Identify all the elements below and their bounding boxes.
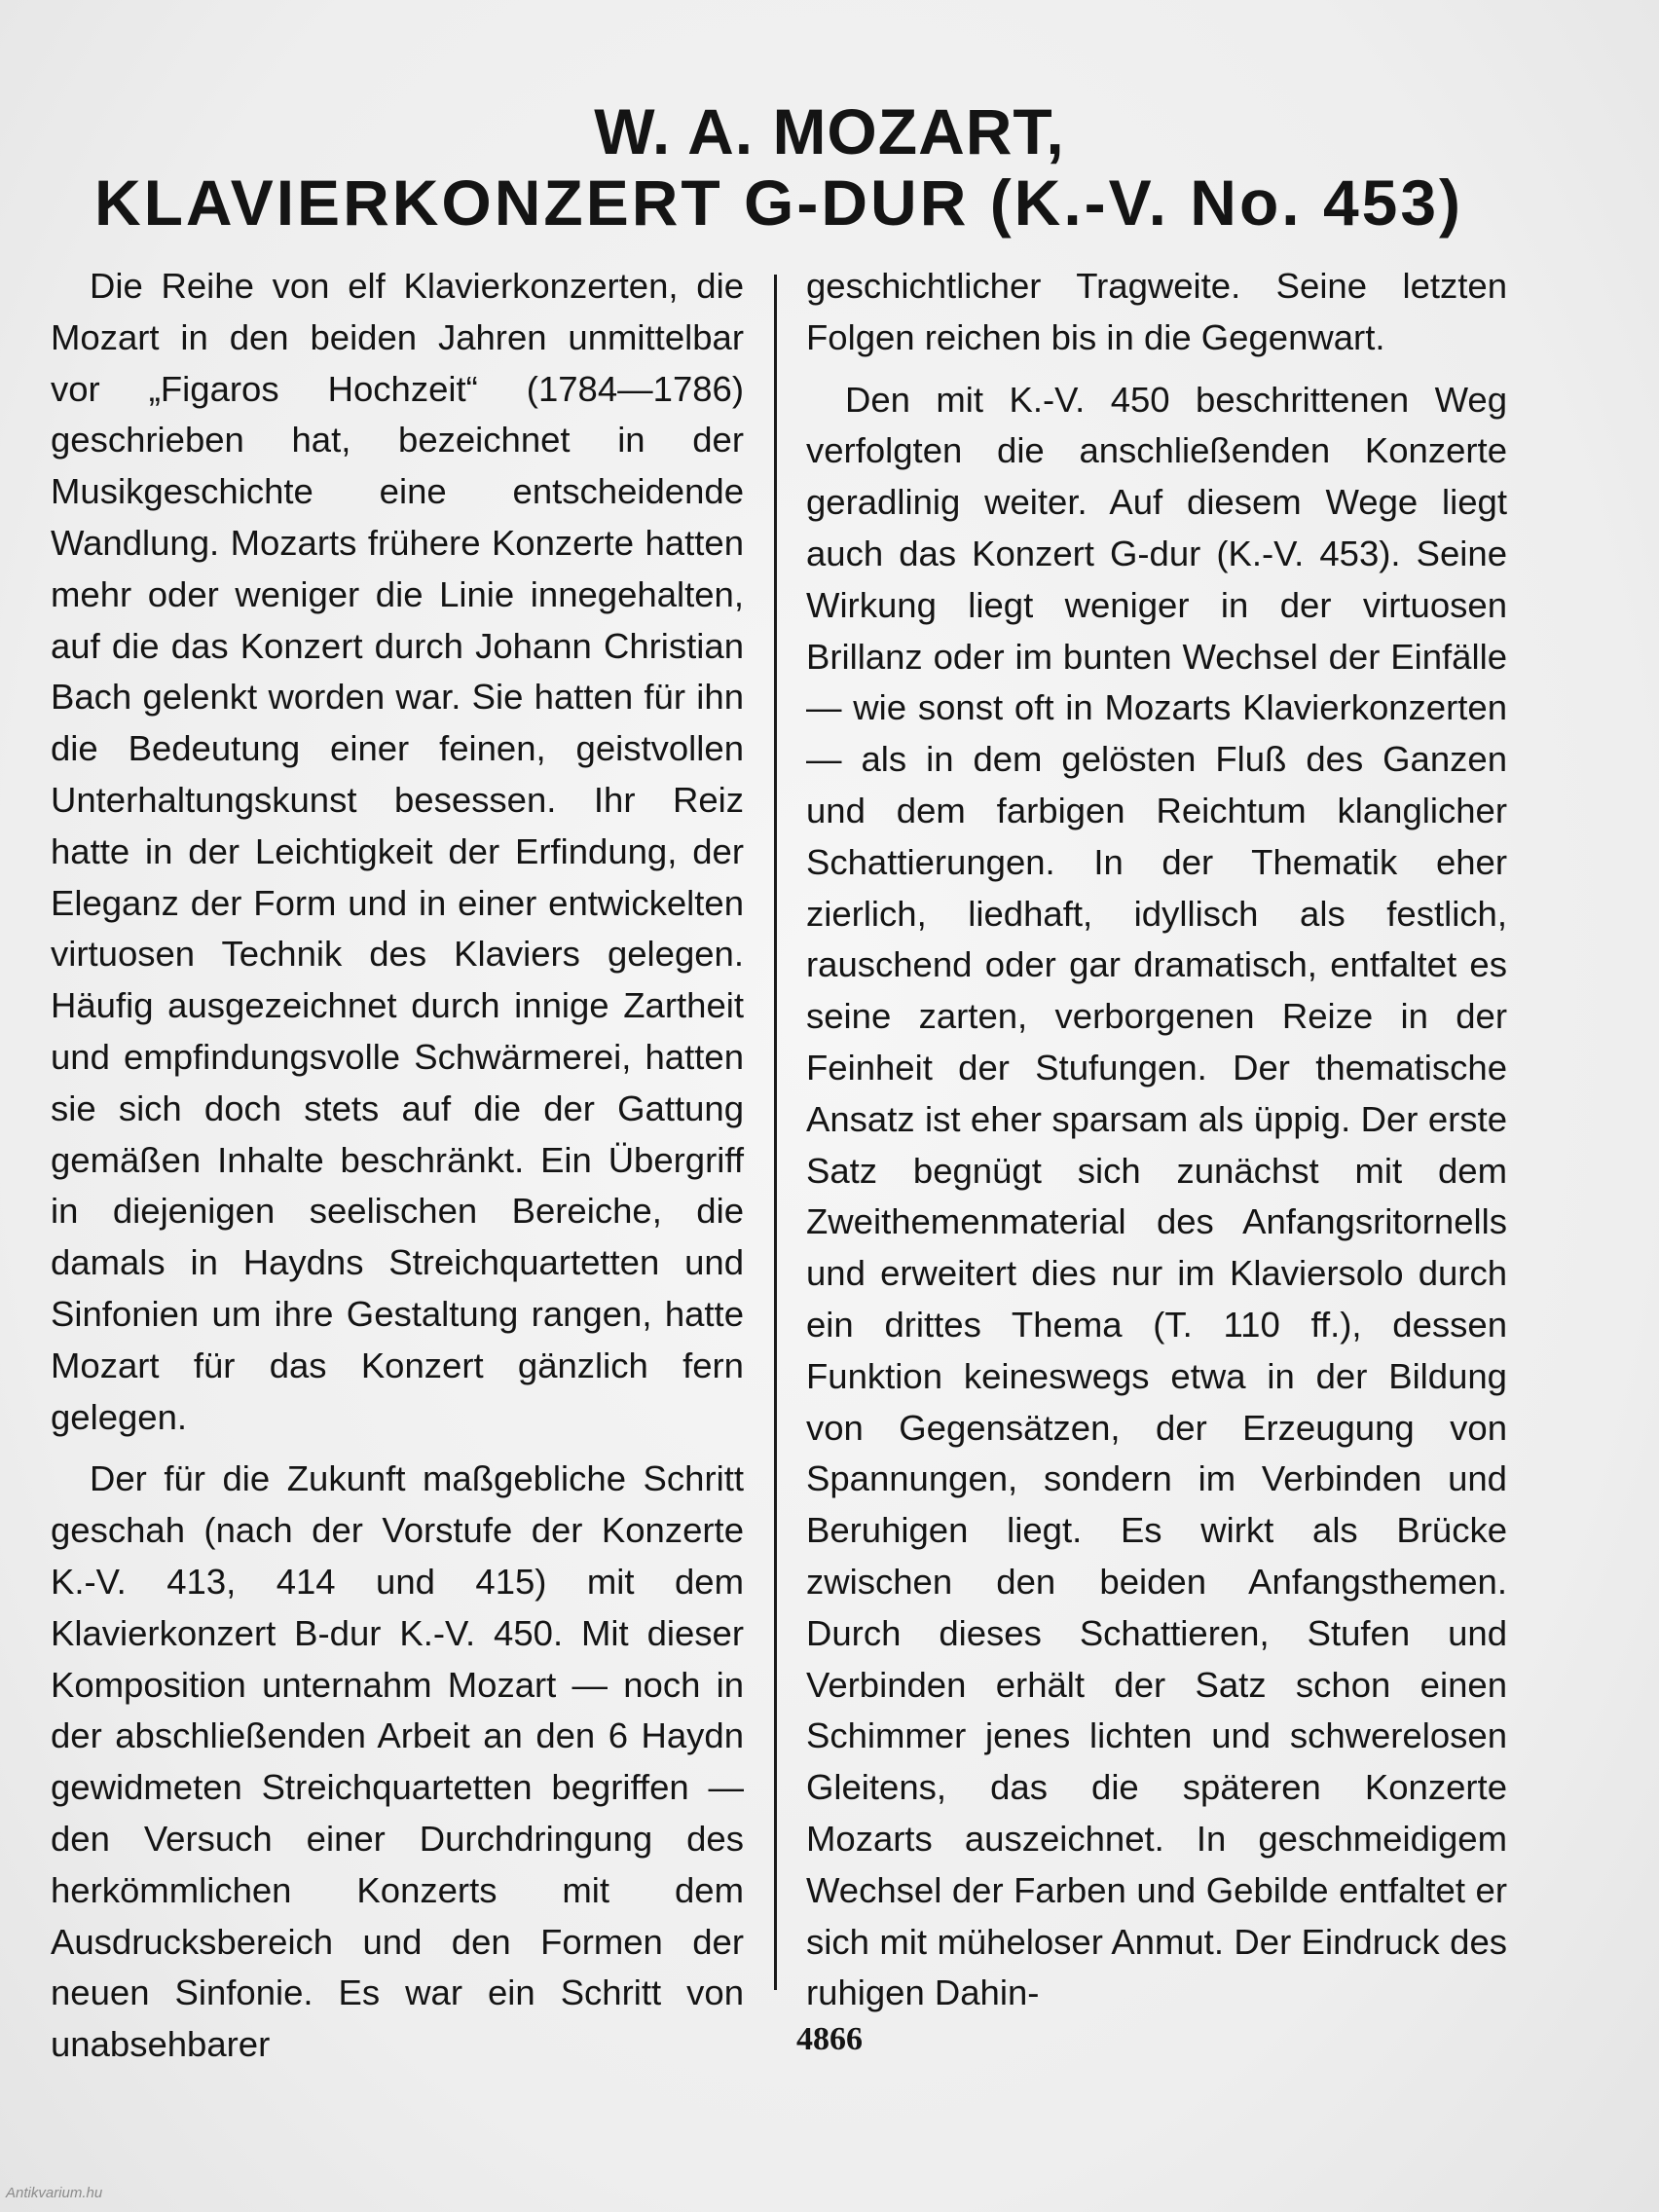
paragraph: geschichtlicher Tragweite. Seine letzten Folgen reichen bis in die Gegenwart. xyxy=(806,266,1507,357)
title-composer: W. A. MOZART, xyxy=(594,95,1065,167)
paragraph: Die Reihe von elf Klavierkonzerten, die Mozart in den beiden Jahren unmittelbar vor „Figaros Hochzeit“ (1784—1786) geschrieben hat, bezeichnet in der Musikgeschichte eine entscheidende Wandlung. Mozarts frühere Konzerte hatten mehr oder weniger die Linie innegehalten, auf die das Konzert durch Johann Christian Bach gelenkt worden war. Sie hatten für ihn die Bedeutung einer feinen, geistvollen Unterhaltungskunst besessen. Ihr Reiz hatte in der Leichtigkeit der Erfindung, der Eleganz der Form und in einer entwickelten virtuosen Technik des Klaviers gelegen. Häufig ausgezeichnet durch innige Zartheit und empfindungsvolle Schwärmerei, hatten sie sich doch stets auf die der Gattung gemäßen Inhalte beschränkt. Ein Übergriff in diejenigen seelischen Bereiche, die damals in Haydns Streichquartetten und Sinfonien um ihre Gestaltung rangen, hatte Mozart für das Konzert gänzlich fern gelegen. xyxy=(51,266,744,1437)
left-column xyxy=(51,261,744,2082)
watermark: Antikvarium.hu xyxy=(6,2185,103,2201)
title-work: KLAVIERKONZERT G-DUR (K.-V. No. 453) xyxy=(93,166,1464,239)
page-number: 4866 xyxy=(796,2021,863,2057)
paragraph: Den mit K.-V. 450 beschrittenen Weg verfolgten die anschließenden Konzerte geradlinig weiter. Auf diesem Wege liegt auch das Konzert G-dur (K.-V. 453). Seine Wirkung liegt weniger in der virtuosen Brillanz oder im bunten Wechsel der Einfälle — wie sonst oft in Mozarts Klavierkonzerten — als in dem gelösten Fluß des Ganzen und dem farbigen Reichtum klanglicher Schattierungen. In der Thematik eher zierlich, liedhaft, idyllisch als festlich, rauschend oder gar dramatisch, entfaltet es seine zarten, verborgenen Reize in der Feinheit der Stufungen. Der thematische Ansatz ist eher sparsam als üppig. Der erste Satz begnügt sich zunächst mit dem Zweithemenmaterial des Anfangsritornells und erweitert dies nur im Klaviersolo durch ein drittes Thema (T. 110 ff.), dessen Funktion keineswegs etwa in der Bildung von Gegensätzen, der Erzeugung von Spannungen, sondern im Verbinden und Beruhigen liegt. Es wirkt als Brücke zwischen den beiden Anfangsthemen. Durch dieses Schattieren, Stufen und Verbinden erhält der Satz schon einen Schimmer jenes lichten und schwerelosen Gleitens, das die späteren Konzerte Mozarts auszeichnet. In geschmeidigem Wechsel der Farben und Gebilde entfaltet er sich mit müheloser Anmut. Der Eindruck des ruhigen Dahin- xyxy=(806,379,1507,2013)
right-column xyxy=(806,261,1507,2030)
paragraph: Der für die Zukunft maßgebliche Schritt geschah (nach der Vorstufe der Konzerte K.-V. 413, 414 und 415) mit dem Klavierkonzert B-dur K.-V. 450. Mit dieser Komposition unternahm Mozart — noch in der abschließenden Arbeit an den 6 Haydn gewidmeten Streichquartetten begriffen — den Versuch einer Durchdringung des herkömmlichen Konzerts mit dem Ausdrucksbereich und den Formen der neuen Sinfonie. Es war ein Schritt von unabsehbarer xyxy=(51,1458,744,2065)
column-divider xyxy=(774,275,777,1990)
